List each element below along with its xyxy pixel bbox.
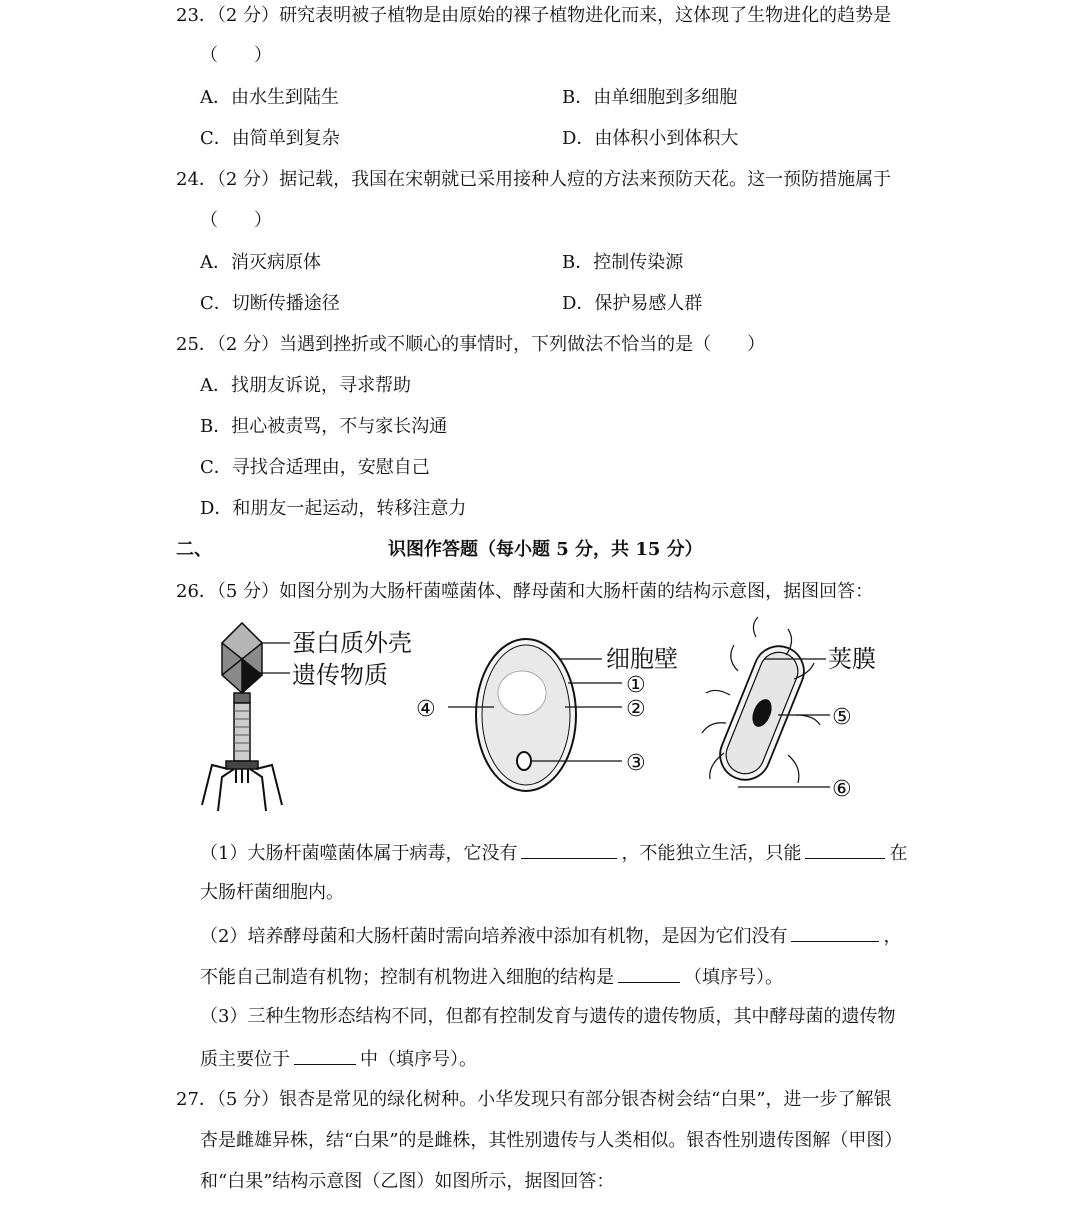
q23-stem: 23．（2 分）研究表明被子植物是由原始的裸子植物进化而来，这体现了生物进化的趋势是 <box>176 5 892 26</box>
q25-option-a: A．找朋友诉说，寻求帮助 <box>200 375 411 396</box>
section-number: 二、 <box>176 539 212 560</box>
q23-option-b: B．由单细胞到多细胞 <box>562 87 738 108</box>
q25-option-d: D．和朋友一起运动，转移注意力 <box>200 498 467 519</box>
answer-blank-4[interactable] <box>618 964 680 983</box>
q27-line1: 27．（5 分）银杏是常见的绿化树种。小华发现只有部分银杏树会结“白果”，进一步了解银 <box>176 1089 892 1110</box>
bacterium-diagram <box>702 617 830 787</box>
q24-option-a: A．消灭病原体 <box>200 252 321 273</box>
q26-part1-line1: （1）大肠杆菌噬菌体属于病毒，它没有 ，不能独立生活，只能 在 <box>200 840 907 866</box>
q26-figure <box>190 615 890 825</box>
q23-option-d: D．由体积小到体积大 <box>562 128 739 149</box>
q27-line3: 和“白果”结构示意图（乙图）如图所示，据图回答： <box>200 1171 615 1192</box>
answer-blank-1[interactable] <box>521 840 617 859</box>
q25-option-c: C．寻找合适理由，安慰自己 <box>200 457 430 478</box>
q25-option-b: B．担心被责骂，不与家长沟通 <box>200 416 448 437</box>
q24-stem: 24．（2 分）据记载，我国在宋朝就已采用接种人痘的方法来预防天花。这一预防措施属于 <box>176 169 892 190</box>
yeast-label-cell-wall: 细胞壁 <box>606 645 678 673</box>
q23-option-c: C．由简单到复杂 <box>200 128 340 149</box>
yeast-label-2: ② <box>626 697 646 722</box>
q25-stem: 25．（2 分）当遇到挫折或不顺心的事情时，下列做法不恰当的是（ ） <box>176 334 766 355</box>
yeast-label-4: ④ <box>416 697 436 722</box>
q26-part3-line1: （3）三种生物形态结构不同，但都有控制发育与遗传的遗传物质，其中酵母菌的遗传物 <box>200 1006 896 1027</box>
q23-answer-paren: （ ） <box>200 45 272 66</box>
q23-option-a: A．由水生到陆生 <box>200 87 339 108</box>
q26-stem: 26．（5 分）如图分别为大肠杆菌噬菌体、酵母菌和大肠杆菌的结构示意图，据图回答： <box>176 581 874 602</box>
q24-option-c: C．切断传播途径 <box>200 293 340 314</box>
yeast-diagram <box>448 639 622 791</box>
q26-part1-line2: 大肠杆菌细胞内。 <box>200 882 344 903</box>
answer-blank-5[interactable] <box>294 1046 356 1065</box>
q27-line2: 杏是雌雄异株，结“白果”的是雌株，其性别遗传与人类相似。银杏性别遗传图解（甲图） <box>200 1130 903 1151</box>
phage-label-genetic-material: 遗传物质 <box>292 661 388 689</box>
answer-blank-2[interactable] <box>805 840 885 859</box>
bacterium-label-5: ⑤ <box>832 705 852 730</box>
yeast-label-3: ③ <box>626 751 646 776</box>
phage-diagram <box>202 623 290 811</box>
q26-part2-line2: 不能自己制造有机物；控制有机物进入细胞的结构是 （填序号）。 <box>200 964 783 990</box>
answer-blank-3[interactable] <box>791 923 879 942</box>
q26-part3-line2: 质主要位于 中（填序号）。 <box>200 1046 477 1072</box>
q24-option-b: B．控制传染源 <box>562 252 684 273</box>
bacterium-label-capsule: 荚膜 <box>828 645 876 673</box>
q26-part2-line1: （2）培养酵母菌和大肠杆菌时需向培养液中添加有机物，是因为它们没有 ， <box>200 923 901 949</box>
phage-label-coat: 蛋白质外壳 <box>292 629 412 657</box>
section-title: 识图作答题（每小题 5 分，共 15 分） <box>388 539 703 560</box>
bacterium-label-6: ⑥ <box>832 777 852 802</box>
q24-option-d: D．保护易感人群 <box>562 293 703 314</box>
q24-answer-paren: （ ） <box>200 210 272 231</box>
yeast-label-1: ① <box>626 673 646 698</box>
